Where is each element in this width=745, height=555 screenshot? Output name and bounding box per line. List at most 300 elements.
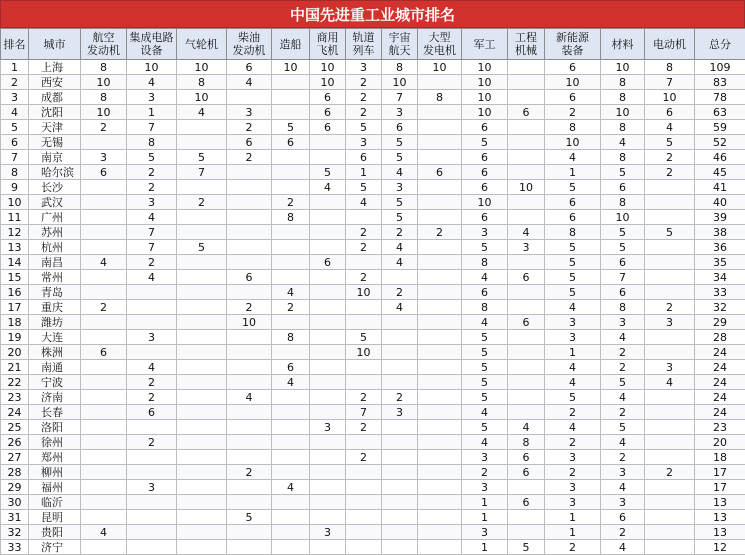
- score-cell[interactable]: 10: [177, 60, 227, 75]
- score-cell[interactable]: [272, 420, 310, 435]
- rank-cell[interactable]: 10: [1, 195, 29, 210]
- score-cell[interactable]: 2: [127, 375, 177, 390]
- score-cell[interactable]: [177, 120, 227, 135]
- city-cell[interactable]: 杭州: [29, 240, 81, 255]
- score-cell[interactable]: 4: [545, 375, 601, 390]
- city-cell[interactable]: 大连: [29, 330, 81, 345]
- score-cell[interactable]: [382, 360, 418, 375]
- score-cell[interactable]: 7: [346, 405, 382, 420]
- score-cell[interactable]: [310, 450, 346, 465]
- rank-cell[interactable]: 18: [1, 315, 29, 330]
- score-cell[interactable]: [418, 345, 462, 360]
- score-cell[interactable]: [177, 435, 227, 450]
- city-cell[interactable]: 潍坊: [29, 315, 81, 330]
- score-cell[interactable]: 5: [462, 420, 508, 435]
- score-cell[interactable]: [508, 525, 545, 540]
- score-cell[interactable]: 4: [508, 225, 545, 240]
- score-cell[interactable]: [227, 345, 272, 360]
- score-cell[interactable]: 2: [127, 165, 177, 180]
- score-cell[interactable]: 8: [418, 90, 462, 105]
- score-cell[interactable]: [177, 135, 227, 150]
- score-cell[interactable]: 4: [227, 390, 272, 405]
- score-cell[interactable]: 5: [127, 150, 177, 165]
- score-cell[interactable]: [227, 495, 272, 510]
- score-cell[interactable]: 8: [545, 120, 601, 135]
- score-cell[interactable]: [346, 540, 382, 555]
- score-cell[interactable]: 3: [462, 480, 508, 495]
- score-cell[interactable]: 5: [462, 345, 508, 360]
- score-cell[interactable]: 8: [81, 60, 127, 75]
- rank-cell[interactable]: 17: [1, 300, 29, 315]
- score-cell[interactable]: [310, 540, 346, 555]
- score-cell[interactable]: [81, 465, 127, 480]
- city-cell[interactable]: 洛阳: [29, 420, 81, 435]
- score-cell[interactable]: [81, 285, 127, 300]
- score-cell[interactable]: 3: [310, 525, 346, 540]
- city-cell[interactable]: 沈阳: [29, 105, 81, 120]
- city-cell[interactable]: 南京: [29, 150, 81, 165]
- score-cell[interactable]: [310, 405, 346, 420]
- column-header[interactable]: 造船: [272, 29, 310, 60]
- score-cell[interactable]: [227, 360, 272, 375]
- score-cell[interactable]: 2: [601, 525, 645, 540]
- total-cell[interactable]: 32: [695, 300, 745, 315]
- score-cell[interactable]: [382, 420, 418, 435]
- score-cell[interactable]: 3: [545, 480, 601, 495]
- score-cell[interactable]: [177, 330, 227, 345]
- score-cell[interactable]: 4: [382, 255, 418, 270]
- score-cell[interactable]: 6: [272, 360, 310, 375]
- score-cell[interactable]: 10: [177, 90, 227, 105]
- score-cell[interactable]: [645, 450, 695, 465]
- score-cell[interactable]: [127, 300, 177, 315]
- score-cell[interactable]: [177, 525, 227, 540]
- column-header[interactable]: 宇宙 航天: [382, 29, 418, 60]
- score-cell[interactable]: 3: [462, 450, 508, 465]
- score-cell[interactable]: 2: [127, 390, 177, 405]
- column-header[interactable]: 工程 机械: [508, 29, 545, 60]
- score-cell[interactable]: 3: [545, 495, 601, 510]
- score-cell[interactable]: 2: [382, 390, 418, 405]
- score-cell[interactable]: [418, 195, 462, 210]
- score-cell[interactable]: [645, 540, 695, 555]
- score-cell[interactable]: [272, 75, 310, 90]
- score-cell[interactable]: [227, 255, 272, 270]
- score-cell[interactable]: 1: [462, 540, 508, 555]
- score-cell[interactable]: 2: [346, 450, 382, 465]
- score-cell[interactable]: [81, 135, 127, 150]
- score-cell[interactable]: [81, 450, 127, 465]
- score-cell[interactable]: 4: [508, 420, 545, 435]
- score-cell[interactable]: [272, 315, 310, 330]
- score-cell[interactable]: 4: [601, 330, 645, 345]
- score-cell[interactable]: 2: [127, 255, 177, 270]
- rank-cell[interactable]: 2: [1, 75, 29, 90]
- score-cell[interactable]: [418, 525, 462, 540]
- rank-cell[interactable]: 33: [1, 540, 29, 555]
- score-cell[interactable]: [508, 75, 545, 90]
- score-cell[interactable]: 2: [127, 435, 177, 450]
- score-cell[interactable]: 6: [508, 465, 545, 480]
- score-cell[interactable]: [81, 375, 127, 390]
- score-cell[interactable]: [310, 375, 346, 390]
- score-cell[interactable]: [81, 360, 127, 375]
- score-cell[interactable]: 7: [127, 225, 177, 240]
- score-cell[interactable]: [127, 420, 177, 435]
- score-cell[interactable]: 4: [272, 480, 310, 495]
- score-cell[interactable]: [177, 390, 227, 405]
- score-cell[interactable]: [310, 465, 346, 480]
- column-header[interactable]: 集成电路 设备: [127, 29, 177, 60]
- score-cell[interactable]: 6: [462, 180, 508, 195]
- score-cell[interactable]: 2: [601, 345, 645, 360]
- score-cell[interactable]: 4: [645, 120, 695, 135]
- city-cell[interactable]: 成都: [29, 90, 81, 105]
- score-cell[interactable]: 3: [545, 330, 601, 345]
- score-cell[interactable]: 2: [227, 300, 272, 315]
- score-cell[interactable]: [418, 285, 462, 300]
- column-header[interactable]: 商用 飞机: [310, 29, 346, 60]
- score-cell[interactable]: 2: [346, 240, 382, 255]
- score-cell[interactable]: [346, 495, 382, 510]
- score-cell[interactable]: 4: [601, 435, 645, 450]
- score-cell[interactable]: 8: [645, 60, 695, 75]
- score-cell[interactable]: [227, 450, 272, 465]
- score-cell[interactable]: [177, 300, 227, 315]
- city-cell[interactable]: 济宁: [29, 540, 81, 555]
- score-cell[interactable]: 10: [81, 75, 127, 90]
- score-cell[interactable]: [272, 270, 310, 285]
- score-cell[interactable]: 5: [545, 255, 601, 270]
- score-cell[interactable]: 10: [272, 60, 310, 75]
- score-cell[interactable]: 2: [227, 150, 272, 165]
- score-cell[interactable]: 2: [272, 195, 310, 210]
- score-cell[interactable]: [272, 345, 310, 360]
- score-cell[interactable]: 10: [310, 75, 346, 90]
- rank-cell[interactable]: 23: [1, 390, 29, 405]
- score-cell[interactable]: 3: [462, 525, 508, 540]
- score-cell[interactable]: 6: [645, 105, 695, 120]
- total-cell[interactable]: 24: [695, 375, 745, 390]
- score-cell[interactable]: [81, 480, 127, 495]
- score-cell[interactable]: 5: [177, 150, 227, 165]
- score-cell[interactable]: [127, 525, 177, 540]
- score-cell[interactable]: 2: [545, 435, 601, 450]
- rank-cell[interactable]: 14: [1, 255, 29, 270]
- score-cell[interactable]: 8: [601, 195, 645, 210]
- score-cell[interactable]: [418, 270, 462, 285]
- total-cell[interactable]: 109: [695, 60, 745, 75]
- score-cell[interactable]: 2: [227, 120, 272, 135]
- score-cell[interactable]: 8: [382, 60, 418, 75]
- score-cell[interactable]: 3: [346, 60, 382, 75]
- score-cell[interactable]: [127, 315, 177, 330]
- score-cell[interactable]: 5: [382, 135, 418, 150]
- score-cell[interactable]: 2: [462, 465, 508, 480]
- score-cell[interactable]: 6: [227, 135, 272, 150]
- score-cell[interactable]: 4: [127, 360, 177, 375]
- total-cell[interactable]: 17: [695, 465, 745, 480]
- score-cell[interactable]: [177, 405, 227, 420]
- score-cell[interactable]: [508, 360, 545, 375]
- total-cell[interactable]: 78: [695, 90, 745, 105]
- score-cell[interactable]: 4: [81, 525, 127, 540]
- score-cell[interactable]: 4: [382, 165, 418, 180]
- score-cell[interactable]: [127, 495, 177, 510]
- total-cell[interactable]: 18: [695, 450, 745, 465]
- score-cell[interactable]: [272, 240, 310, 255]
- total-cell[interactable]: 46: [695, 150, 745, 165]
- score-cell[interactable]: 3: [127, 480, 177, 495]
- score-cell[interactable]: [508, 255, 545, 270]
- score-cell[interactable]: [508, 345, 545, 360]
- score-cell[interactable]: 3: [81, 150, 127, 165]
- score-cell[interactable]: [508, 330, 545, 345]
- score-cell[interactable]: 3: [645, 360, 695, 375]
- rank-cell[interactable]: 27: [1, 450, 29, 465]
- total-cell[interactable]: 38: [695, 225, 745, 240]
- score-cell[interactable]: 2: [545, 405, 601, 420]
- city-cell[interactable]: 济南: [29, 390, 81, 405]
- column-header[interactable]: 城市: [29, 29, 81, 60]
- score-cell[interactable]: [508, 60, 545, 75]
- score-cell[interactable]: [310, 510, 346, 525]
- score-cell[interactable]: 7: [127, 120, 177, 135]
- score-cell[interactable]: 5: [272, 120, 310, 135]
- rank-cell[interactable]: 22: [1, 375, 29, 390]
- score-cell[interactable]: 6: [310, 90, 346, 105]
- score-cell[interactable]: [645, 390, 695, 405]
- score-cell[interactable]: 3: [601, 315, 645, 330]
- city-cell[interactable]: 贵阳: [29, 525, 81, 540]
- score-cell[interactable]: 7: [177, 165, 227, 180]
- score-cell[interactable]: [346, 255, 382, 270]
- score-cell[interactable]: 10: [462, 75, 508, 90]
- rank-cell[interactable]: 15: [1, 270, 29, 285]
- score-cell[interactable]: 3: [545, 450, 601, 465]
- score-cell[interactable]: [508, 300, 545, 315]
- score-cell[interactable]: [418, 420, 462, 435]
- score-cell[interactable]: 2: [645, 300, 695, 315]
- score-cell[interactable]: 6: [601, 510, 645, 525]
- score-cell[interactable]: 2: [227, 465, 272, 480]
- score-cell[interactable]: 10: [545, 75, 601, 90]
- score-cell[interactable]: 4: [227, 75, 272, 90]
- score-cell[interactable]: [310, 240, 346, 255]
- score-cell[interactable]: 8: [508, 435, 545, 450]
- score-cell[interactable]: 2: [177, 195, 227, 210]
- score-cell[interactable]: 6: [227, 60, 272, 75]
- score-cell[interactable]: 10: [346, 285, 382, 300]
- score-cell[interactable]: [272, 225, 310, 240]
- score-cell[interactable]: 5: [601, 375, 645, 390]
- score-cell[interactable]: 8: [601, 75, 645, 90]
- score-cell[interactable]: 5: [462, 330, 508, 345]
- score-cell[interactable]: [177, 540, 227, 555]
- score-cell[interactable]: 10: [462, 195, 508, 210]
- score-cell[interactable]: [382, 510, 418, 525]
- score-cell[interactable]: [382, 450, 418, 465]
- score-cell[interactable]: [272, 540, 310, 555]
- score-cell[interactable]: 6: [310, 255, 346, 270]
- score-cell[interactable]: [418, 360, 462, 375]
- score-cell[interactable]: [81, 270, 127, 285]
- score-cell[interactable]: 4: [545, 300, 601, 315]
- score-cell[interactable]: 10: [645, 90, 695, 105]
- city-cell[interactable]: 徐州: [29, 435, 81, 450]
- score-cell[interactable]: 4: [645, 375, 695, 390]
- score-cell[interactable]: 2: [346, 225, 382, 240]
- rank-cell[interactable]: 19: [1, 330, 29, 345]
- score-cell[interactable]: [227, 435, 272, 450]
- score-cell[interactable]: 8: [177, 75, 227, 90]
- score-cell[interactable]: 4: [310, 180, 346, 195]
- score-cell[interactable]: 6: [272, 135, 310, 150]
- score-cell[interactable]: 6: [601, 285, 645, 300]
- score-cell[interactable]: [418, 510, 462, 525]
- score-cell[interactable]: [177, 480, 227, 495]
- total-cell[interactable]: 36: [695, 240, 745, 255]
- score-cell[interactable]: [81, 225, 127, 240]
- score-cell[interactable]: 5: [382, 150, 418, 165]
- score-cell[interactable]: 2: [545, 465, 601, 480]
- score-cell[interactable]: 2: [382, 285, 418, 300]
- score-cell[interactable]: [418, 75, 462, 90]
- score-cell[interactable]: 5: [462, 360, 508, 375]
- city-cell[interactable]: 临沂: [29, 495, 81, 510]
- score-cell[interactable]: [418, 105, 462, 120]
- score-cell[interactable]: 2: [346, 90, 382, 105]
- total-cell[interactable]: 29: [695, 315, 745, 330]
- score-cell[interactable]: 6: [310, 105, 346, 120]
- total-cell[interactable]: 40: [695, 195, 745, 210]
- score-cell[interactable]: 10: [508, 180, 545, 195]
- score-cell[interactable]: 10: [462, 90, 508, 105]
- score-cell[interactable]: 5: [508, 540, 545, 555]
- rank-cell[interactable]: 1: [1, 60, 29, 75]
- score-cell[interactable]: [177, 225, 227, 240]
- score-cell[interactable]: [127, 345, 177, 360]
- city-cell[interactable]: 上海: [29, 60, 81, 75]
- score-cell[interactable]: 2: [545, 540, 601, 555]
- rank-cell[interactable]: 32: [1, 525, 29, 540]
- score-cell[interactable]: 7: [601, 270, 645, 285]
- score-cell[interactable]: 8: [462, 255, 508, 270]
- score-cell[interactable]: [310, 390, 346, 405]
- score-cell[interactable]: [508, 135, 545, 150]
- total-cell[interactable]: 34: [695, 270, 745, 285]
- score-cell[interactable]: [227, 180, 272, 195]
- score-cell[interactable]: 8: [81, 90, 127, 105]
- column-header[interactable]: 材料: [601, 29, 645, 60]
- score-cell[interactable]: 5: [545, 270, 601, 285]
- score-cell[interactable]: [81, 315, 127, 330]
- score-cell[interactable]: [382, 315, 418, 330]
- score-cell[interactable]: [177, 360, 227, 375]
- score-cell[interactable]: [418, 240, 462, 255]
- score-cell[interactable]: 2: [81, 120, 127, 135]
- score-cell[interactable]: 10: [418, 60, 462, 75]
- score-cell[interactable]: [310, 225, 346, 240]
- score-cell[interactable]: 5: [462, 135, 508, 150]
- city-cell[interactable]: 郑州: [29, 450, 81, 465]
- score-cell[interactable]: 5: [601, 225, 645, 240]
- score-cell[interactable]: [418, 405, 462, 420]
- score-cell[interactable]: [272, 525, 310, 540]
- score-cell[interactable]: [177, 210, 227, 225]
- column-header[interactable]: 轨道 列车: [346, 29, 382, 60]
- score-cell[interactable]: [81, 330, 127, 345]
- rank-cell[interactable]: 31: [1, 510, 29, 525]
- score-cell[interactable]: 6: [462, 150, 508, 165]
- score-cell[interactable]: [645, 180, 695, 195]
- score-cell[interactable]: 3: [127, 195, 177, 210]
- score-cell[interactable]: [127, 510, 177, 525]
- city-cell[interactable]: 株洲: [29, 345, 81, 360]
- score-cell[interactable]: 4: [177, 105, 227, 120]
- score-cell[interactable]: 5: [227, 510, 272, 525]
- column-header[interactable]: 新能源 装备: [545, 29, 601, 60]
- column-header[interactable]: 排名: [1, 29, 29, 60]
- score-cell[interactable]: [227, 540, 272, 555]
- score-cell[interactable]: [177, 465, 227, 480]
- score-cell[interactable]: 4: [346, 195, 382, 210]
- score-cell[interactable]: [81, 240, 127, 255]
- score-cell[interactable]: 2: [601, 405, 645, 420]
- rank-cell[interactable]: 6: [1, 135, 29, 150]
- score-cell[interactable]: [127, 285, 177, 300]
- score-cell[interactable]: 10: [601, 105, 645, 120]
- score-cell[interactable]: [418, 495, 462, 510]
- score-cell[interactable]: 4: [545, 150, 601, 165]
- city-cell[interactable]: 福州: [29, 480, 81, 495]
- score-cell[interactable]: 4: [462, 405, 508, 420]
- score-cell[interactable]: 2: [346, 270, 382, 285]
- city-cell[interactable]: 青岛: [29, 285, 81, 300]
- score-cell[interactable]: [310, 270, 346, 285]
- score-cell[interactable]: [272, 435, 310, 450]
- total-cell[interactable]: 23: [695, 420, 745, 435]
- score-cell[interactable]: [272, 450, 310, 465]
- score-cell[interactable]: [508, 480, 545, 495]
- score-cell[interactable]: [418, 150, 462, 165]
- score-cell[interactable]: 1: [462, 495, 508, 510]
- rank-cell[interactable]: 29: [1, 480, 29, 495]
- score-cell[interactable]: [508, 510, 545, 525]
- score-cell[interactable]: 8: [601, 120, 645, 135]
- score-cell[interactable]: 10: [462, 105, 508, 120]
- score-cell[interactable]: 8: [601, 150, 645, 165]
- rank-cell[interactable]: 16: [1, 285, 29, 300]
- score-cell[interactable]: 4: [81, 255, 127, 270]
- score-cell[interactable]: [272, 405, 310, 420]
- score-cell[interactable]: 2: [601, 360, 645, 375]
- score-cell[interactable]: [310, 315, 346, 330]
- score-cell[interactable]: [81, 390, 127, 405]
- score-cell[interactable]: 8: [272, 210, 310, 225]
- score-cell[interactable]: [418, 300, 462, 315]
- score-cell[interactable]: 1: [346, 165, 382, 180]
- score-cell[interactable]: [508, 405, 545, 420]
- score-cell[interactable]: [310, 135, 346, 150]
- score-cell[interactable]: [346, 480, 382, 495]
- score-cell[interactable]: 4: [545, 360, 601, 375]
- score-cell[interactable]: [310, 435, 346, 450]
- score-cell[interactable]: [310, 345, 346, 360]
- score-cell[interactable]: [346, 360, 382, 375]
- rank-cell[interactable]: 5: [1, 120, 29, 135]
- score-cell[interactable]: [127, 450, 177, 465]
